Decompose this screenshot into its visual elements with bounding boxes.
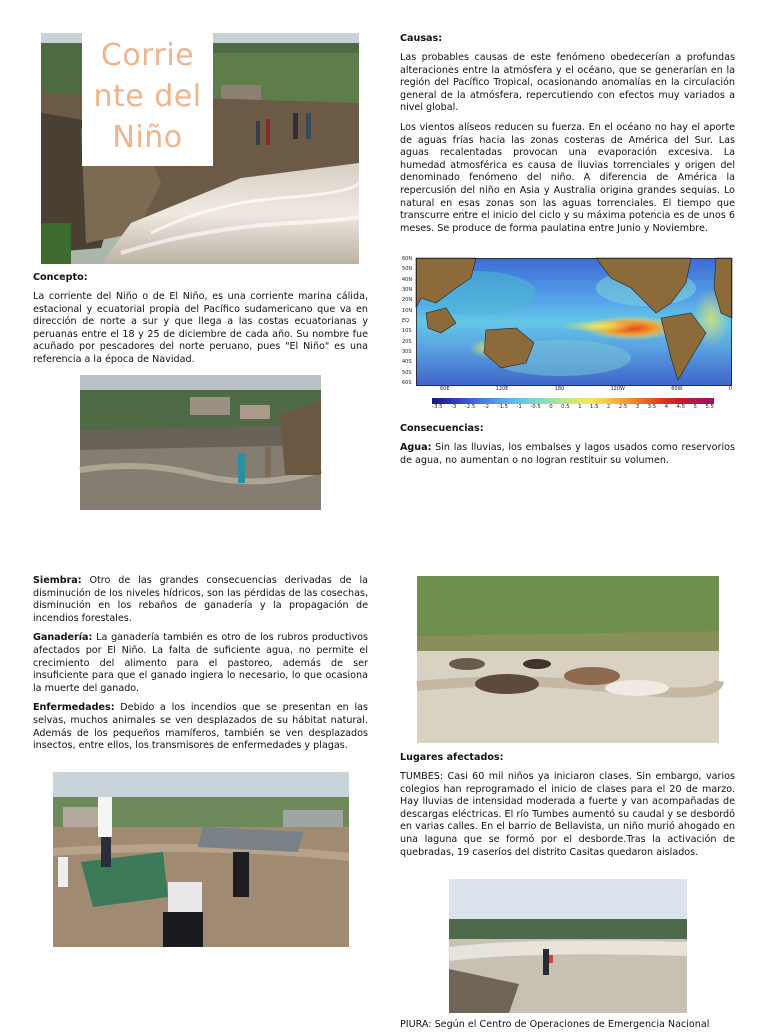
flooded-street-photo (53, 772, 349, 947)
lat-label: 40S (402, 359, 412, 366)
page-title (82, 33, 213, 166)
lat-label: 30N (402, 286, 413, 293)
sst-anomaly-map (400, 254, 735, 410)
ganaderia-text: La ganadería también es otro de los rubros productivos afectados por El Niño. La falta de suficiente agua, no permite el crecimiento del alimento para el pastoreo, además de ser insuficiente para que el ganado ingiera lo necesario, lo que ocasiona la muerte del ganado. (33, 632, 368, 694)
lat-label: 50N (402, 266, 413, 273)
colorbar-label: -1.5 (497, 404, 509, 410)
siembra-paragraph (33, 575, 368, 625)
lon-label: 120E (495, 386, 509, 392)
colorbar-label: 3 (635, 404, 640, 410)
lat-label: 60S (402, 379, 412, 386)
lat-label: 20N (402, 297, 413, 304)
tumbes-paragraph: TUMBES: Casi 60 mil niños ya iniciaron clases. Sin embargo, varios colegios han reprogramado el inicio de clases para el 20 de marzo. Hay lluvias de intensidad moderada a fuerte y van acompañadas de descargas eléctricas. El río Tumbes aumentó su caudal y se desbordó en varias calles. En el barrio de Bellavista, un niño murió ahogado en una laguna que se formó por el desborde.Tras la activación de quebradas, 19 caseríos del distrito Casitas quedaron aislados. (400, 771, 735, 858)
colorbar-label: 0 (549, 404, 553, 410)
lon-label: 120W (610, 386, 625, 392)
consequences-detail-section (33, 575, 368, 760)
lat-label: 30S (402, 348, 412, 355)
lugares-section (400, 752, 735, 866)
enfermedades-text: Debido a los incendios que se presentan en las selvas, muchos animales se ven desplazados de su hábitat natural. Además de los pequeños mamíferos, también se ven desplazados insectos, entre ellos, los transmisores de enfermedades y plagas. (33, 702, 368, 752)
lat-label: 50S (402, 369, 412, 376)
colorbar-label: 2.5 (618, 404, 628, 410)
lat-label: 10S (402, 328, 412, 335)
agua-lead: Agua: (400, 442, 432, 453)
ganaderia-lead: Ganadería: (33, 632, 93, 644)
title-line: nte del (93, 79, 202, 114)
lat-label: EQ (402, 317, 410, 324)
colorbar-label: -3.5 (432, 404, 443, 410)
longitude-labels (440, 386, 732, 392)
lat-label: 60N (402, 256, 413, 262)
siembra-text: Otro de las grandes consecuencias derivadas de la disminución de los niveles hídricos, son las pérdidas de las cosechas, disminución en los rebaños de ganadería y la propagación de incendios forestales. (33, 575, 368, 624)
lat-label: 20S (402, 338, 412, 345)
colorbar-label: 4.5 (676, 404, 686, 410)
siembra-lead: Siembra: (33, 575, 82, 586)
riverbed-photo (449, 879, 687, 1013)
colorbar-label: 2 (606, 404, 611, 410)
causas-paragraph-1: Las probables causas de este fenómeno obedecerían a profundas alteraciones entre la atmósfera y el océano, que se generarían en la región del Pacífico Tropical, ocasionando anomalías en la circulación general de la atmósfera, repercutiendo con efectos muy variados a nivel global. (400, 52, 735, 114)
lat-label: 10N (402, 307, 413, 314)
lon-label: 180 (554, 386, 565, 392)
piura-text: PIURA: Según el Centro de Operaciones de Emergencia Nacional (400, 1019, 710, 1030)
causas-paragraph-2: Los vientos alíseos reducen su fuerza. En el océano no hay el aporte de aguas frías hacia las zonas costeras de América del Sur. Las aguas recalentadas provocan una evaporación excesiva. La humedad atmosférica es causa de lluvias torrenciales y origen del denominado fenómeno del niño. A diferencia de América la repercusión del niño en Asia y Australia origina grandes sequias. Lo natural en esas zonas son las aguas torrenciales. El tiempo que transcurre entre el inicio del ciclo y su máxima potencia es de unos 6 meses. Se produce de forma paulatina entre Junio y Noviembre. (400, 121, 735, 234)
concepto-text: La corriente del Niño o de El Niño, es una corriente marina cálida, estacional y ecuatorial propia del Pacífico sudamericano que va en dirección de norte a sur y que llega a las costas ecuatorianas y peruanas entre el 18 y 25 de diciembre de cada año. Su nombre fue acuñado por pescadores del norte peruano, pues "El Niño" es una referencia a la época de Navidad. (33, 291, 368, 365)
enfermedades-paragraph (33, 702, 368, 752)
colorbar-label: 1 (578, 404, 582, 410)
sst-map-image (416, 258, 732, 386)
colorbar-label: 5 (693, 404, 697, 410)
colorbar-label: -0.5 (530, 404, 541, 410)
concepto-section (33, 272, 368, 374)
lugares-heading: Lugares afectados: (400, 752, 504, 763)
consecuencias-heading: Consecuencias: (400, 423, 484, 434)
concepto-heading: Concepto: (33, 272, 88, 283)
causas-heading: Causas: (400, 33, 443, 44)
enfermedades-lead: Enfermedades: (33, 702, 115, 714)
dead-cattle-photo (417, 576, 719, 743)
colorbar-label: 3.5 (647, 404, 657, 410)
consecuencias-section (400, 423, 735, 474)
lon-label: 0 (728, 386, 732, 392)
causas-section (400, 33, 735, 242)
title-line: Corrie (100, 38, 195, 73)
colorbar-label: -3 (450, 404, 457, 410)
colorbar-label: -2 (483, 404, 490, 410)
lon-label: 60W (671, 386, 683, 392)
ganaderia-paragraph (33, 632, 368, 695)
colorbar-label: 1.5 (589, 404, 599, 410)
lat-label: 40N (402, 276, 413, 283)
colorbar-label: 5.5 (705, 404, 714, 410)
lon-label: 60E (440, 386, 450, 392)
colorbar-label: -2.5 (464, 404, 476, 410)
mudslide-photo (80, 375, 321, 510)
agua-paragraph (400, 442, 735, 467)
colorbar-labels (432, 404, 714, 410)
colorbar-label: 0.5 (561, 404, 570, 410)
colorbar-label: 4 (664, 404, 669, 410)
latitude-labels (402, 256, 416, 386)
title-line: Niño (112, 120, 183, 155)
agua-text: Sin las lluvias, los embalses y lagos usados como reservorios de agua, no aumentan o no logran restituir su volumen. (400, 442, 735, 466)
piura-paragraph-cut (400, 1019, 735, 1030)
colorbar-label: -1 (516, 404, 522, 410)
